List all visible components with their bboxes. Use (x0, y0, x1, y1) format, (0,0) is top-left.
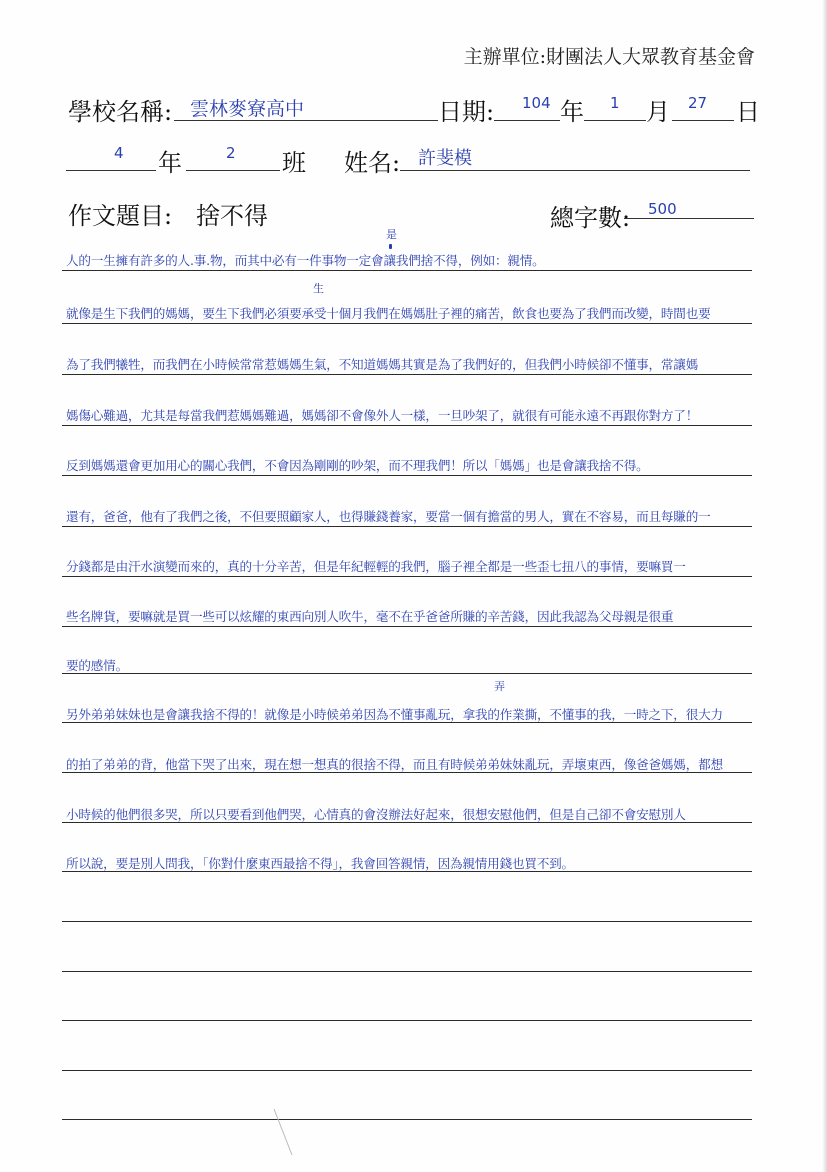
date-label: 日期: (438, 98, 495, 126)
organizer-text: 主辦單位:財團法人大眾教育基金會 (463, 46, 755, 68)
essay-rule-9 (62, 673, 752, 674)
essay-rule-11 (62, 772, 752, 773)
grade-label: 年 (158, 149, 182, 177)
topic-value: 捨不得 (196, 202, 268, 230)
essay-rule-5 (62, 475, 752, 476)
essay-line-13: 所以說，要是別人問我，「你對什麼東西最捨不得」，我會回答親情，因為親情用錢也買不到。 (66, 856, 574, 871)
date-month-value: 1 (610, 94, 620, 112)
essay-rule-18 (62, 1119, 752, 1120)
essay-rule-10 (62, 722, 752, 723)
essay-line-6: 還有，爸爸，他有了我們之後，不但要照顧家人，也得賺錢養家，要當一個有擔當的男人，實在不容易，而且每賺的一 (66, 509, 711, 524)
essay-line-11: 的拍了弟弟的背，他當下哭了出來，現在想一想真的很捨不得，而且有時候弟弟妹妹亂玩，弄壞東西，像爸爸媽媽，都想 (66, 757, 723, 772)
wordcount-label: 總字數: (550, 204, 631, 232)
essay-rule-2 (62, 323, 752, 324)
wordcount-underline (624, 218, 754, 219)
essay-rule-16 (62, 1020, 752, 1021)
name-underline (400, 170, 750, 171)
essay-line-10: 另外弟弟妹妹也是會讓我捨不得的！就像是小時候弟弟因為不懂事亂玩，拿我的作業撕，不懂事的我，一時之下，很大力 (66, 707, 723, 722)
date-year-underline (494, 120, 560, 121)
class-value: 2 (226, 144, 236, 162)
date-year-value: 104 (522, 94, 551, 112)
date-day-underline (672, 120, 734, 121)
topic-label: 作文題目: (68, 202, 173, 230)
grade-underline (66, 170, 156, 171)
insertion-mark-line11: 弄 (494, 680, 505, 693)
essay-line-3: 為了我們犧牲，而我們在小時候常常惹媽媽生氣，不知道媽媽其實是為了我們好的，但我們小時候卻不懂事，常讓媽 (66, 357, 699, 372)
date-month-underline (584, 120, 646, 121)
essay-rule-4 (62, 425, 752, 426)
page-edge-shadow (822, 0, 827, 1172)
essay-line-8: 些名牌貨，要嘛就是買一些可以炫耀的東西向別人吹牛，毫不在乎爸爸所賺的辛苦錢，因此我認為父母親是很重 (66, 609, 674, 624)
name-label: 姓名: (344, 149, 401, 177)
essay-rule-14 (62, 921, 752, 922)
scan-artifact (270, 1105, 310, 1165)
date-day-value: 27 (688, 94, 708, 112)
essay-rule-15 (62, 971, 752, 972)
grade-value: 4 (114, 144, 124, 162)
insertion-mark-line2: 生 (313, 282, 324, 295)
essay-line-1: 人的一生擁有許多的人.事.物，而其中必有一件事物一定會讓我們捨不得，例如：親情。 (66, 253, 545, 268)
class-label: 班 (282, 149, 306, 177)
essay-rule-8 (62, 626, 752, 627)
essay-rule-13 (62, 871, 752, 872)
essay-line-7: 分錢都是由汗水演變而來的，真的十分辛苦，但是年紀輕輕的我們，腦子裡全都是一些歪七扭八的事情，要嘛買一 (66, 559, 686, 574)
insertion-mark-line1: 是 (386, 228, 397, 241)
school-underline (174, 120, 438, 121)
essay-rule-7 (62, 576, 752, 577)
essay-rule-17 (62, 1070, 752, 1071)
month-label: 月 (646, 98, 670, 126)
name-value: 許斐模 (418, 148, 472, 169)
class-underline (186, 170, 280, 171)
essay-rule-3 (62, 374, 752, 375)
caret-mark-line1 (389, 244, 392, 249)
day-label: 日 (736, 98, 760, 126)
essay-line-5: 反到媽媽還會更加用心的關心我們，不會因為剛剛的吵架，而不理我們！所以「媽媽」也是會讓我捨不得。 (66, 458, 649, 473)
essay-rule-12 (62, 822, 752, 823)
essay-line-2: 就像是生下我們的媽媽，要生下我們必須要承受十個月我們在媽媽肚子裡的痛苦，飲食也要為了我們而改變，時間也要 (66, 306, 711, 321)
school-label: 學校名稱: (68, 98, 173, 126)
year-label: 年 (560, 98, 584, 126)
essay-line-9: 要的感情。 (66, 658, 128, 673)
essay-line-4: 媽傷心難過，尤其是每當我們惹媽媽難過，媽媽卻不會像外人一樣，一旦吵架了，就很有可能永遠不再跟你對方了！ (66, 408, 699, 423)
school-value: 雲林麥寮高中 (190, 98, 305, 120)
wordcount-value: 500 (648, 200, 677, 218)
essay-rule-1 (62, 270, 752, 271)
essay-line-12: 小時候的他們很多哭，所以只要看到他們哭，心情真的會沒辦法好起來，很想安慰他們，但是自己卻不會安慰別人 (66, 807, 686, 822)
essay-rule-6 (62, 526, 752, 527)
